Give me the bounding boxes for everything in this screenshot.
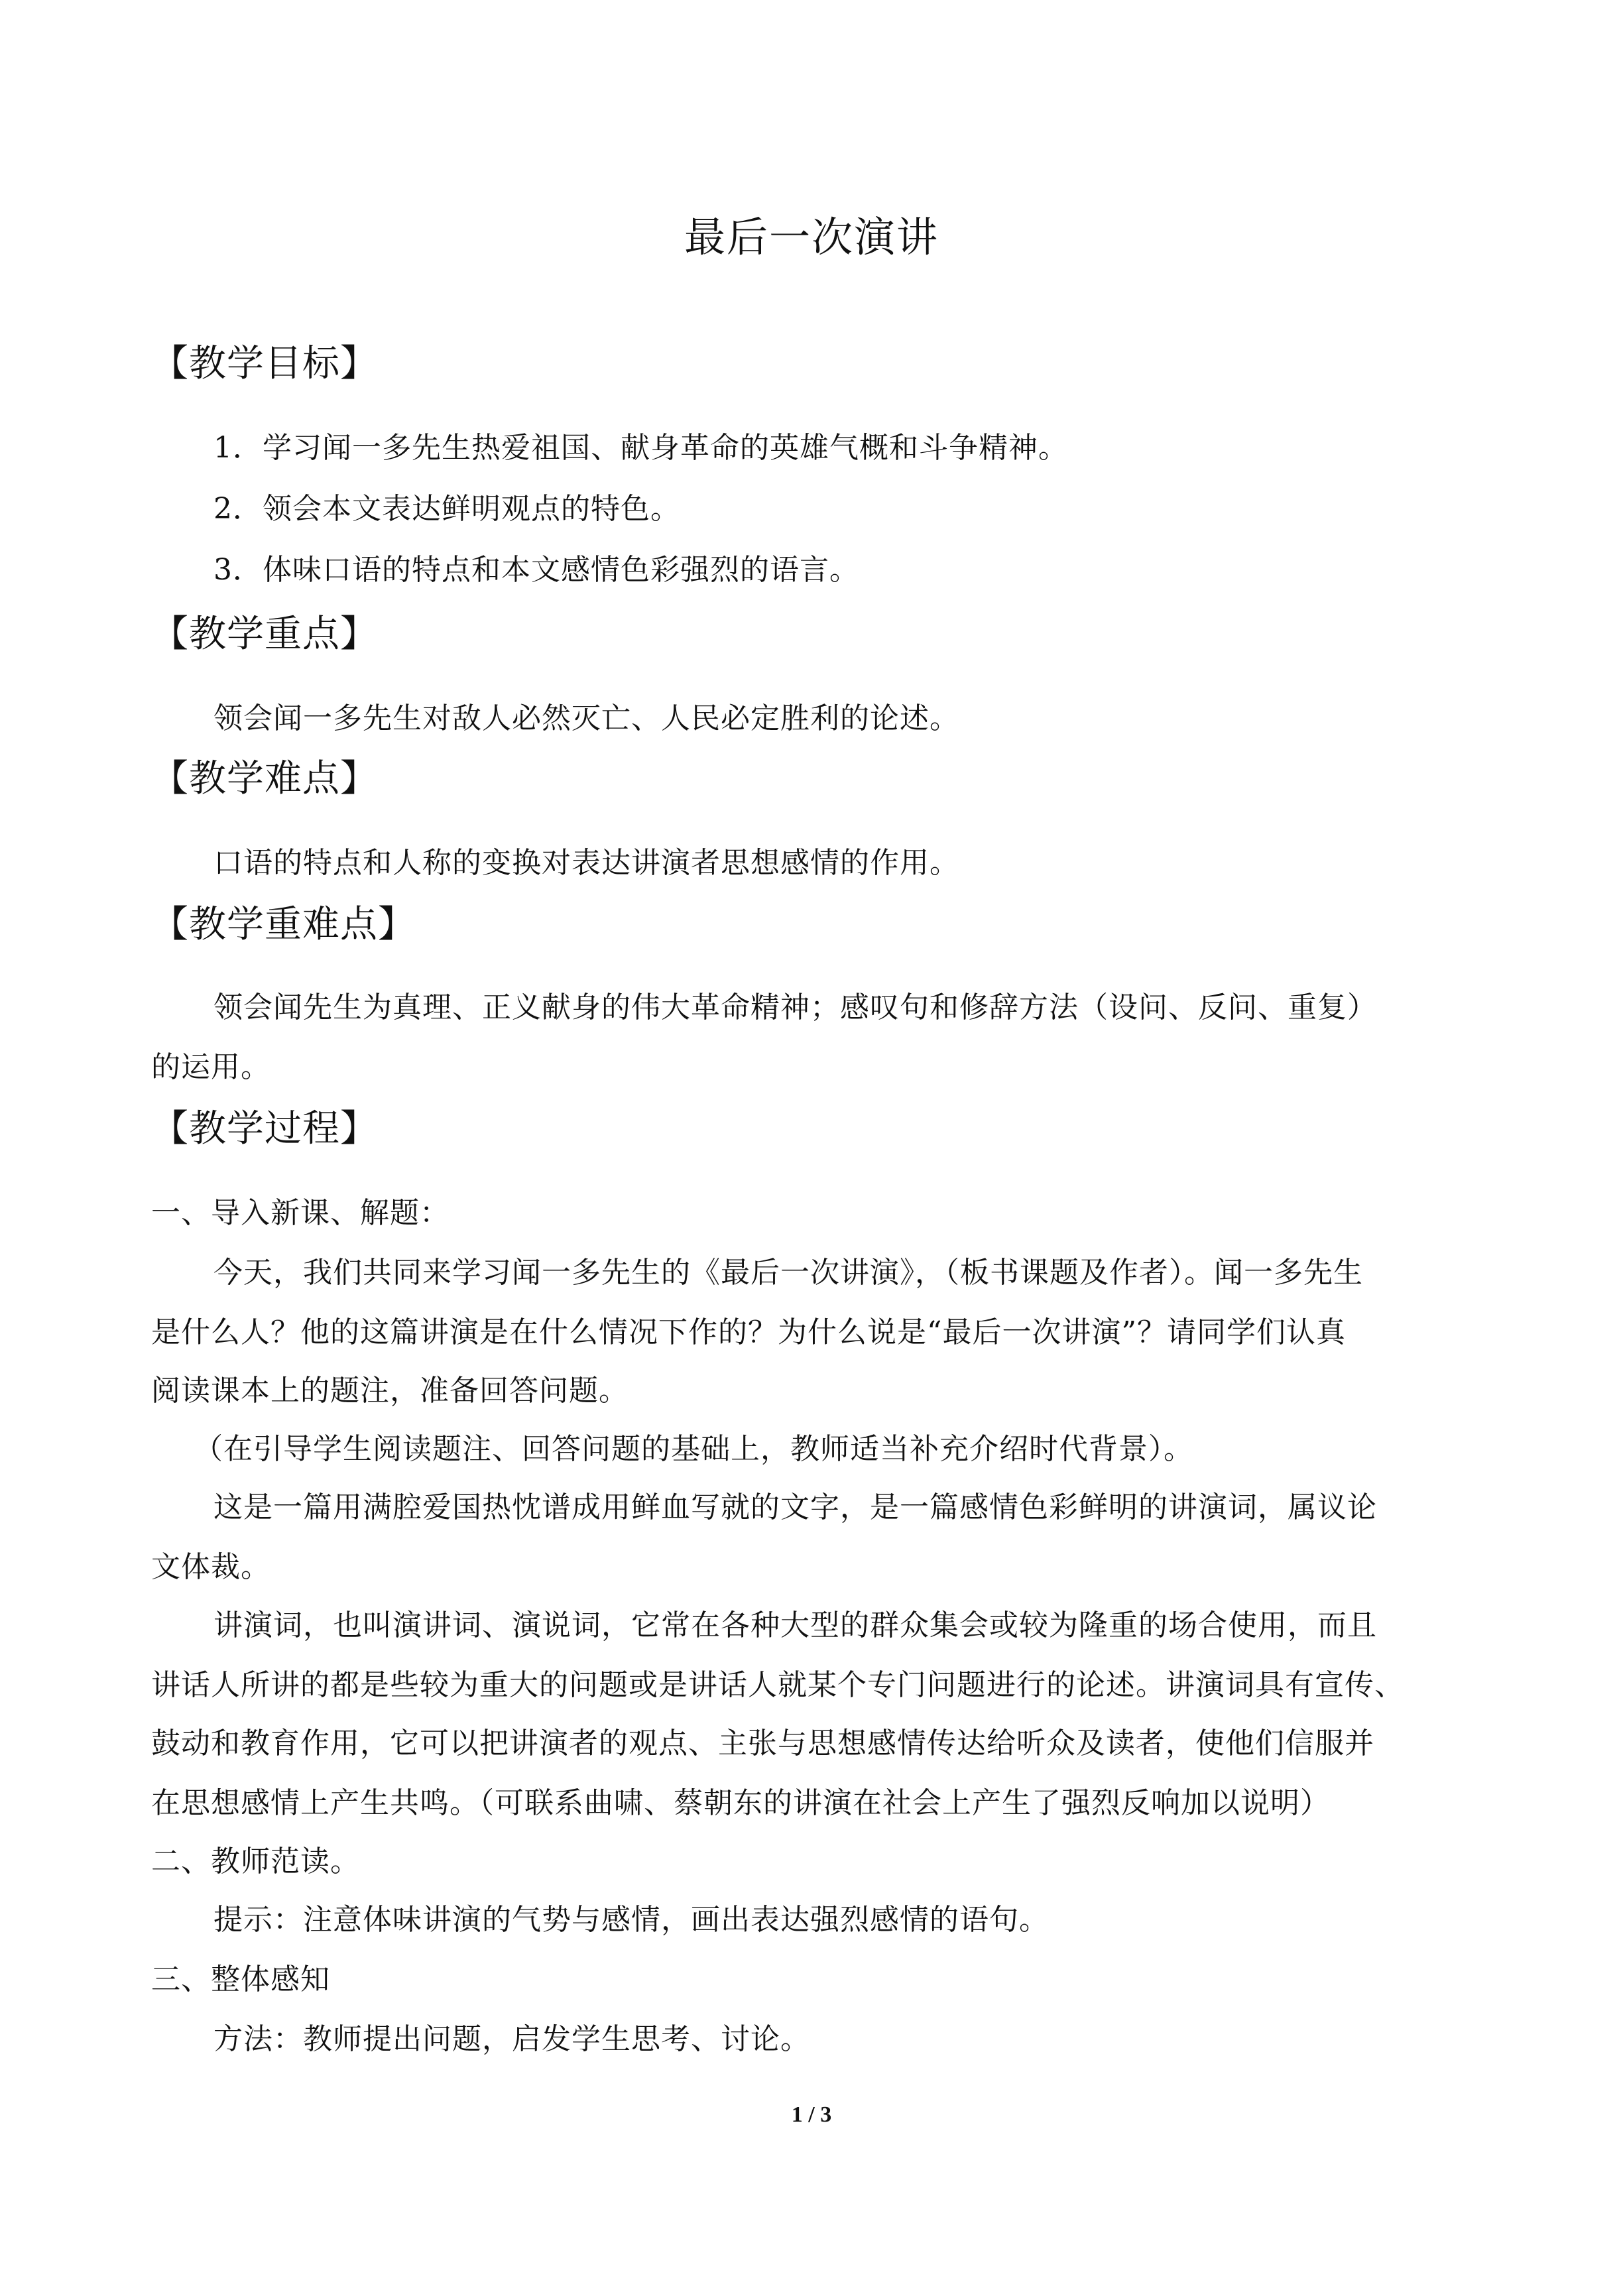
step1-para4-line2: 讲话人所讲的都是些较为重大的问题或是讲话人就某个专门问题进行的论述。讲演词具有宣传、 [151, 1668, 1404, 1702]
objectives-heading: 【教学目标】 [151, 342, 378, 385]
key-points-heading: 【教学重点】 [151, 613, 378, 656]
step1-heading: 一、导入新课、解题： [151, 1196, 450, 1230]
key-difficulty-line-1: 领会闻先生为真理、正义献身的伟大革命精神；感叹句和修辞方法（设问、反问、重复） [213, 991, 1377, 1024]
difficulty-heading: 【教学难点】 [151, 757, 378, 800]
step1-para1-line1: 今天，我们共同来学习闻一多先生的《最后一次讲演》，（板书课题及作者）。闻一多先生 [213, 1256, 1363, 1290]
step1-para3-line2: 文体裁。 [151, 1550, 270, 1584]
step1-para3-line1: 这是一篇用满腔爱国热忱谱成用鲜血写就的文字，是一篇感情色彩鲜明的讲演词，属议论 [213, 1490, 1377, 1524]
step1-para2: （在引导学生阅读题注、回答问题的基础上，教师适当补充介绍时代背景）。 [194, 1432, 1193, 1466]
step1-para4-line1: 讲演词，也叫演讲词、演说词，它常在各种大型的群众集会或较为隆重的场合使用，而且 [213, 1608, 1377, 1642]
objective-item-1: 1．学习闻一多先生热爱祖国、献身革命的英雄气概和斗争精神。 [213, 431, 1068, 465]
objective-item-2: 2．领会本文表达鲜明观点的特色。 [213, 492, 680, 526]
step1-para1-line2: 是什么人？他的这篇讲演是在什么情况下作的？为什么说是“最后一次讲演”？请同学们认真 [151, 1315, 1346, 1349]
page-number: 1 / 3 [791, 2102, 832, 2127]
process-heading: 【教学过程】 [151, 1107, 378, 1150]
key-difficulty-heading: 【教学重难点】 [151, 903, 416, 946]
step2-heading: 二、教师范读。 [151, 1844, 360, 1878]
objective-item-3: 3．体味口语的特点和本文感情色彩强烈的语言。 [213, 553, 859, 587]
step1-para1-line3: 阅读课本上的题注，准备回答问题。 [151, 1374, 629, 1408]
difficulty-text: 口语的特点和人称的变换对表达讲演者思想感情的作用。 [213, 846, 959, 880]
step2-text: 提示：注意体味讲演的气势与感情，画出表达强烈感情的语句。 [213, 1903, 1049, 1937]
step1-para4-line3: 鼓动和教育作用，它可以把讲演者的观点、主张与思想感情传达给听众及读者，使他们信服并 [151, 1726, 1374, 1760]
document-title: 最后一次演讲 [684, 213, 939, 261]
key-points-text: 领会闻一多先生对敌人必然灭亡、人民必定胜利的论述。 [213, 701, 959, 735]
key-difficulty-line-2: 的运用。 [151, 1050, 270, 1084]
step3-heading: 三、整体感知 [151, 1963, 330, 1996]
step1-para4-line4: 在思想感情上产生共鸣。（可联系曲啸、蔡朝东的讲演在社会上产生了强烈反响加以说明） [151, 1786, 1330, 1820]
step3-text: 方法：教师提出问题，启发学生思考、讨论。 [213, 2022, 810, 2056]
